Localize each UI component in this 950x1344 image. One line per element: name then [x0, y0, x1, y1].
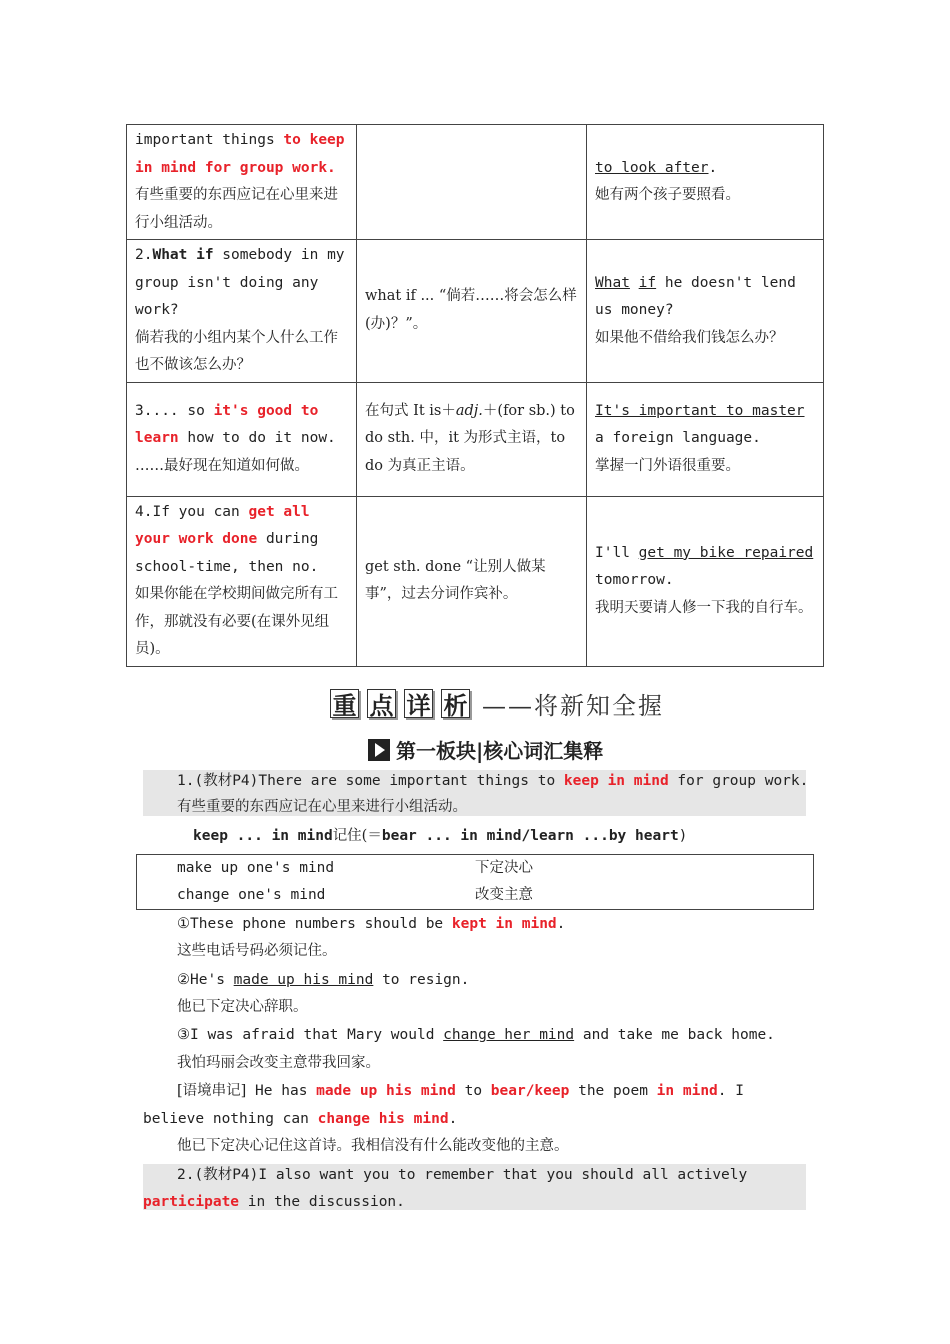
phrase-cn: 下定决心 [475, 860, 533, 876]
phrase-en: make up one's mind [177, 860, 335, 876]
example-text: . [556, 916, 566, 932]
heading-subtitle: ——将新知全握 [482, 692, 664, 720]
key-phrase: in mind [656, 1083, 718, 1099]
sentence-text: 4.If you can [135, 503, 249, 520]
example-2 [177, 969, 469, 991]
translation: ……最好现在知道如何做。 [135, 457, 309, 474]
key-phrase: bear/keep [490, 1083, 570, 1099]
translation: 倘若我的小组内某个人什么工作也不做该怎么办？ [135, 329, 338, 373]
table-cell [587, 240, 824, 383]
key-phrase: keep in mind [563, 773, 669, 789]
usage-table [126, 124, 824, 667]
table-cell [127, 125, 357, 240]
example-phrase: change her mind [443, 1027, 575, 1043]
translation: 我明天要请人修一下我的自行车。 [595, 599, 813, 616]
key-phrase: What if [152, 247, 214, 263]
example-2-translation: 他已下定决心辞职。 [177, 999, 308, 1015]
item1-translation: 有些重要的东西应记在心里来进行小组活动。 [177, 799, 467, 815]
note-text: ) [678, 828, 688, 844]
example-phrase: It's important to master [595, 402, 805, 419]
example-phrase: if [638, 274, 657, 291]
example-phrase: What [595, 274, 630, 291]
key-phrase: made up his mind [316, 1083, 456, 1099]
item2-sentence-2 [143, 1191, 405, 1213]
phrase-cn: 改变主意 [475, 887, 533, 903]
sentence-text: important things [135, 132, 284, 148]
section-title-text: 第一板块|核心词汇集释 [396, 739, 604, 763]
section-title [368, 735, 603, 764]
context-text: He has [246, 1083, 317, 1099]
example-1-translation: 这些电话号码必须记住。 [177, 943, 337, 959]
item1-sentence [177, 770, 808, 792]
example-text: ③I was afraid that Mary would [177, 1027, 444, 1043]
context-text: . I [717, 1083, 744, 1099]
table-cell [127, 496, 357, 666]
sentence-text: in the discussion. [239, 1194, 405, 1210]
note-text: bear ... in mind/learn ...by heart [381, 828, 679, 844]
key-phrase: to keep in mind for group work. [135, 132, 345, 176]
note-text: 记住(＝ [332, 828, 382, 844]
example-text: to resign. [373, 972, 470, 988]
heading-char: 重 [330, 689, 359, 718]
example-text: a foreign language. [595, 430, 761, 447]
table-cell [357, 496, 587, 666]
example-text: I'll [595, 544, 639, 561]
sentence-text: 3.... so [135, 402, 214, 419]
translation: 她有两个孩子要照看。 [595, 187, 740, 203]
sentence-text: 1.(教材P4)There are some important things to [177, 773, 564, 789]
heading-char: 详 [404, 689, 433, 718]
translation: 如果他不借给我们钱怎么办？ [595, 329, 784, 346]
translation: 如果你能在学校期间做完所有工作，那就没有必要(在课外见组员)。 [135, 586, 338, 657]
context-text: to [455, 1083, 491, 1099]
note-text: keep ... in mind [193, 828, 333, 844]
item-number: 2. [135, 247, 153, 263]
sentence-text: somebody in my group isn't doing any work? [135, 247, 345, 318]
context-text: the poem [569, 1083, 657, 1099]
phrase-box [136, 854, 814, 910]
context-translation: 他已下定决心记住这首诗。我相信没有什么能改变他的主意。 [177, 1138, 569, 1154]
explanation: 在句式 It is＋ [365, 402, 456, 419]
explanation: ＋(for sb.) to do sth. 中，it 为形式主语，to do 为真正主语。 [365, 402, 575, 474]
context-line-2 [143, 1108, 457, 1130]
context-line [177, 1080, 744, 1102]
example-phrase: made up his mind [233, 972, 374, 988]
example-3-translation: 我怕玛丽会改变主意带我回家。 [177, 1055, 380, 1071]
section-heading [330, 686, 664, 721]
key-phrase: it's good to learn [135, 402, 319, 447]
example-1 [177, 913, 565, 935]
play-icon [368, 739, 390, 761]
item2-sentence: 2.(教材P4)I also want you to remember that you should all actively [177, 1167, 748, 1183]
key-phrase: get all your work done [135, 503, 310, 547]
table-cell [357, 125, 587, 240]
sentence-text: how to do it now. [178, 430, 336, 447]
translation: 有些重要的东西应记在心里来进行小组活动。 [135, 187, 338, 231]
example-phrase: get my bike repaired [638, 544, 814, 561]
phrase-note [193, 825, 687, 847]
translation: 掌握一门外语很重要。 [595, 457, 740, 474]
sentence-text: during school-time, then no. [135, 531, 319, 575]
key-phrase: kept in mind [451, 916, 557, 932]
key-phrase: change his mind [317, 1111, 449, 1127]
context-label: [语境串记] [177, 1083, 247, 1099]
table-cell [127, 240, 357, 383]
table-cell [127, 382, 357, 496]
sentence-text: for group work. [668, 773, 809, 789]
example-text: he doesn't lend us money? [595, 274, 796, 318]
table-cell [357, 240, 587, 383]
explanation: what if ... “倘若……将会怎么样(办)？”。 [365, 288, 577, 332]
table-cell [587, 382, 824, 496]
example-text: and take me back home. [574, 1027, 775, 1043]
explanation: get sth. done “让别人做某事”，过去分词作宾补。 [365, 558, 546, 602]
example-text: tomorrow. [595, 572, 674, 589]
context-text: . [448, 1111, 458, 1127]
example-text: ①These phone numbers should be [177, 916, 452, 932]
context-text: believe nothing can [143, 1111, 318, 1127]
table-cell [587, 125, 824, 240]
example-phrase: to look after [595, 159, 709, 176]
example-3 [177, 1024, 775, 1046]
phrase-en: change one's mind [177, 887, 326, 903]
example-text: . [708, 159, 718, 176]
key-phrase: participate [143, 1194, 240, 1210]
table-cell [357, 382, 587, 496]
heading-char: 析 [441, 689, 470, 718]
table-cell [587, 496, 824, 666]
example-text: ②He's [177, 972, 234, 988]
explanation: adj. [455, 402, 483, 419]
heading-char: 点 [367, 689, 396, 718]
